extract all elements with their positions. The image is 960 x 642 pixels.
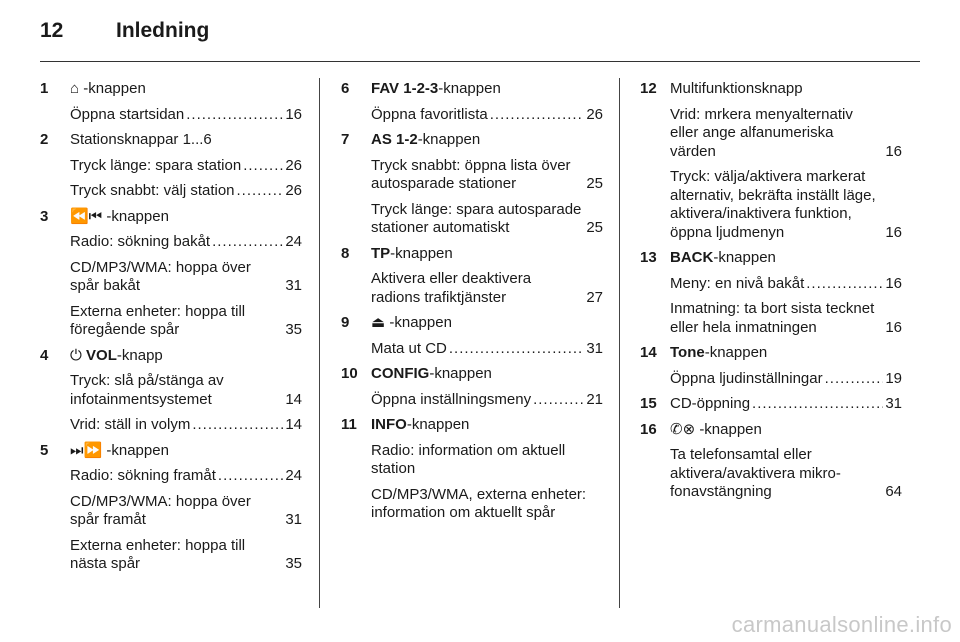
entry bbox=[670, 446, 902, 502]
page-ref: 16 bbox=[885, 318, 902, 336]
item-number: 7 bbox=[341, 131, 350, 148]
label-suffix: -knappen bbox=[704, 344, 768, 361]
entry-text: Tryck länge: spara station bbox=[70, 156, 242, 174]
label-suffix: -knapp bbox=[116, 346, 163, 364]
dot-leader bbox=[533, 391, 584, 410]
item-number: 3 bbox=[40, 207, 49, 225]
item-heading bbox=[670, 80, 902, 99]
legend-item bbox=[341, 245, 603, 308]
entry bbox=[670, 300, 902, 337]
legend-item bbox=[341, 314, 603, 358]
entry-text: Meny: en nivå bakåt bbox=[670, 274, 805, 292]
label-suffix: -knappen bbox=[406, 416, 470, 433]
seek-back-icon: ⏪⏮ bbox=[70, 207, 103, 225]
entry bbox=[70, 537, 302, 574]
label-suffix: -knappen bbox=[429, 365, 492, 382]
item-label: CD-öppning bbox=[670, 395, 751, 412]
item-number: 14 bbox=[640, 344, 657, 361]
entry bbox=[371, 157, 603, 194]
entry-text: Ta telefonsamtal eller aktivera/avaktivera mikro-fonavstängning bbox=[670, 446, 841, 500]
legend-item bbox=[640, 80, 902, 242]
item-number: 6 bbox=[341, 80, 350, 97]
page-ref: 16 bbox=[885, 142, 902, 160]
page-ref: 24 bbox=[285, 233, 302, 250]
page-ref: 27 bbox=[586, 288, 603, 306]
entry-text: CD/MP3/WMA, externa enheter: information om aktuellt spår bbox=[371, 485, 587, 521]
entry bbox=[70, 493, 302, 530]
item-heading bbox=[371, 314, 603, 333]
entry-text: Vrid: mrkera menyalternativ eller ange alfanumeriska värden bbox=[670, 105, 853, 160]
page-number: 12 bbox=[40, 19, 64, 42]
page-ref: 14 bbox=[285, 390, 302, 408]
entry bbox=[371, 201, 603, 238]
entry bbox=[670, 275, 902, 294]
entry-text: Inmatning: ta bort sista tecknet eller hela inmatningen bbox=[670, 300, 875, 336]
item-heading bbox=[670, 249, 902, 268]
entry bbox=[70, 259, 302, 296]
header-rule bbox=[40, 61, 920, 62]
label-suffix: -knappen bbox=[106, 207, 169, 225]
legend-item bbox=[341, 365, 603, 409]
item-heading bbox=[371, 416, 603, 435]
label-suffix: -knappen bbox=[83, 80, 146, 97]
entry-text: Radio: sökning framåt bbox=[70, 467, 216, 484]
legend-item bbox=[341, 131, 603, 238]
entry-text: Tryck snabbt: välj station bbox=[70, 182, 235, 199]
page-ref: 24 bbox=[285, 467, 302, 484]
dot-leader bbox=[243, 157, 283, 176]
entry-text: Vrid: ställ in volym bbox=[70, 416, 191, 433]
button-label: INFO bbox=[371, 416, 407, 433]
page-ref: 26 bbox=[285, 156, 302, 174]
item-number: 2 bbox=[40, 131, 49, 148]
page-ref: 26 bbox=[586, 105, 603, 123]
column-divider-2 bbox=[619, 78, 620, 608]
item-number: 4 bbox=[40, 346, 49, 364]
dot-leader bbox=[237, 182, 284, 201]
item-number: 13 bbox=[640, 249, 657, 266]
legend-item bbox=[40, 80, 302, 124]
label-suffix: -knappen bbox=[390, 244, 453, 262]
item-number: 5 bbox=[40, 441, 49, 459]
entry-text: Tryck länge: spara autosparade stationer automatiskt bbox=[371, 200, 582, 236]
item-heading bbox=[371, 131, 603, 150]
entry bbox=[371, 340, 603, 359]
power-icon: ⏻ bbox=[70, 346, 82, 364]
column-1 bbox=[40, 80, 302, 581]
legend-item bbox=[341, 80, 603, 124]
dot-leader bbox=[192, 416, 283, 435]
watermark: carmanualsonline.info bbox=[731, 612, 952, 637]
page-ref: 26 bbox=[285, 182, 302, 199]
dot-leader bbox=[752, 395, 883, 414]
button-label: TP bbox=[371, 244, 391, 262]
entry-text: Radio: information om aktuell station bbox=[371, 441, 566, 477]
item-number: 8 bbox=[341, 244, 350, 262]
dot-leader bbox=[212, 233, 283, 252]
label-suffix: -knappen bbox=[438, 80, 501, 97]
page-ref: 25 bbox=[586, 219, 603, 236]
item-heading bbox=[670, 421, 902, 440]
item-number: 11 bbox=[341, 416, 357, 433]
page-ref: 31 bbox=[885, 395, 902, 412]
button-label: AS 1-2 bbox=[371, 131, 418, 148]
label-suffix: -knappen bbox=[106, 441, 169, 459]
item-heading bbox=[371, 80, 603, 99]
page-ref: 35 bbox=[285, 555, 302, 572]
entry-text: Öppna ljudinställningar bbox=[670, 369, 823, 387]
page-ref: 14 bbox=[285, 416, 302, 433]
page-ref: 16 bbox=[885, 223, 902, 241]
entry-text: Radio: sökning bakåt bbox=[70, 233, 211, 250]
entry-text: Externa enheter: hoppa till nästa spår bbox=[70, 536, 246, 572]
label-suffix: -knappen bbox=[713, 249, 776, 266]
column-2 bbox=[341, 80, 603, 530]
item-heading bbox=[70, 442, 302, 461]
page-ref: 31 bbox=[586, 339, 603, 357]
entry bbox=[70, 157, 302, 176]
entry bbox=[371, 391, 603, 410]
item-heading bbox=[371, 245, 603, 264]
entry bbox=[670, 370, 902, 389]
column-3 bbox=[640, 80, 902, 509]
entry bbox=[70, 416, 302, 435]
item-heading bbox=[670, 344, 902, 363]
page-ref: 16 bbox=[885, 274, 902, 292]
item-heading bbox=[70, 208, 302, 227]
dot-leader bbox=[825, 370, 884, 389]
entry bbox=[371, 486, 603, 523]
entry-text: Tryck snabbt: öppna lista över autosparade stationer bbox=[371, 156, 571, 192]
entry-text: CD/MP3/WMA: hoppa över spår bakåt bbox=[70, 258, 251, 294]
phone-mute-icon: ✆⊗ bbox=[670, 420, 696, 438]
entry bbox=[371, 270, 603, 307]
label-suffix: -knappen bbox=[417, 131, 481, 148]
entry-text: Öppna favoritlista bbox=[371, 105, 488, 123]
page-ref: 31 bbox=[285, 511, 302, 528]
dot-leader bbox=[449, 340, 584, 359]
entry bbox=[70, 467, 302, 486]
page-ref: 16 bbox=[285, 105, 302, 123]
item-label: Multifunktionsknapp bbox=[670, 80, 803, 97]
button-label: FAV 1-2-3 bbox=[371, 80, 439, 97]
legend-item bbox=[40, 208, 302, 340]
page-header bbox=[0, 0, 960, 60]
eject-icon: ⏏ bbox=[371, 314, 386, 331]
page-ref: 64 bbox=[885, 483, 902, 500]
page-ref: 35 bbox=[285, 321, 302, 338]
dot-leader bbox=[490, 106, 585, 125]
dot-leader bbox=[218, 467, 283, 486]
legend-item bbox=[40, 442, 302, 574]
item-heading bbox=[670, 395, 902, 414]
item-heading bbox=[371, 365, 603, 384]
item-heading bbox=[70, 347, 302, 366]
page-ref: 19 bbox=[885, 369, 902, 387]
entry bbox=[371, 442, 603, 479]
legend-item bbox=[640, 395, 902, 414]
entry bbox=[670, 106, 902, 162]
entry-text: Tryck: slå på/stänga av infotainmentsystemet bbox=[70, 372, 224, 408]
entry bbox=[670, 168, 902, 242]
entry-text: Mata ut CD bbox=[371, 339, 447, 357]
item-heading bbox=[70, 80, 302, 99]
button-label: BACK bbox=[670, 249, 714, 266]
button-label: VOL bbox=[86, 346, 117, 364]
legend-item bbox=[640, 421, 902, 502]
legend-item bbox=[640, 249, 902, 337]
page-ref: 31 bbox=[285, 277, 302, 294]
button-label: CONFIG bbox=[371, 365, 430, 382]
item-number: 10 bbox=[341, 365, 358, 382]
entry bbox=[70, 303, 302, 340]
home-icon: ⌂ bbox=[70, 80, 80, 97]
item-number: 12 bbox=[640, 80, 657, 97]
label-suffix: -knappen bbox=[699, 420, 762, 438]
column-divider-1 bbox=[319, 78, 320, 608]
item-number: 15 bbox=[640, 395, 657, 412]
legend-item bbox=[40, 131, 302, 201]
dot-leader bbox=[806, 275, 883, 294]
page-ref: 25 bbox=[586, 175, 603, 192]
dot-leader bbox=[186, 106, 283, 125]
entry bbox=[70, 182, 302, 201]
entry bbox=[70, 233, 302, 252]
seek-forward-icon: ⏭⏩ bbox=[70, 441, 103, 459]
entry bbox=[371, 106, 603, 125]
item-label: Stationsknappar 1...6 bbox=[70, 131, 212, 148]
legend-item bbox=[341, 416, 603, 523]
entry-text: Externa enheter: hoppa till föregående spår bbox=[70, 302, 246, 338]
entry bbox=[70, 372, 302, 409]
button-label: Tone bbox=[670, 344, 705, 361]
item-heading bbox=[70, 131, 302, 150]
entry-text: Aktivera eller deaktivera radions trafiktjänster bbox=[371, 270, 532, 306]
page-ref: 21 bbox=[586, 390, 603, 408]
legend-item bbox=[640, 344, 902, 388]
entry bbox=[70, 106, 302, 125]
entry-text: CD/MP3/WMA: hoppa över spår framåt bbox=[70, 492, 251, 528]
entry-text: Öppna startsidan bbox=[70, 105, 185, 123]
entry-text: Öppna inställningsmeny bbox=[371, 390, 532, 408]
page-title: Inledning bbox=[116, 19, 210, 42]
legend-item bbox=[40, 347, 302, 435]
label-suffix: -knappen bbox=[389, 314, 452, 331]
item-number: 9 bbox=[341, 314, 350, 331]
entry-text: Tryck: välja/aktivera markerat alternativ, bekräfta inställt läge, aktivera/inaktivera funktion, öppna ljudmenyn bbox=[670, 168, 876, 241]
item-number: 16 bbox=[640, 420, 657, 438]
item-number: 1 bbox=[40, 80, 49, 97]
